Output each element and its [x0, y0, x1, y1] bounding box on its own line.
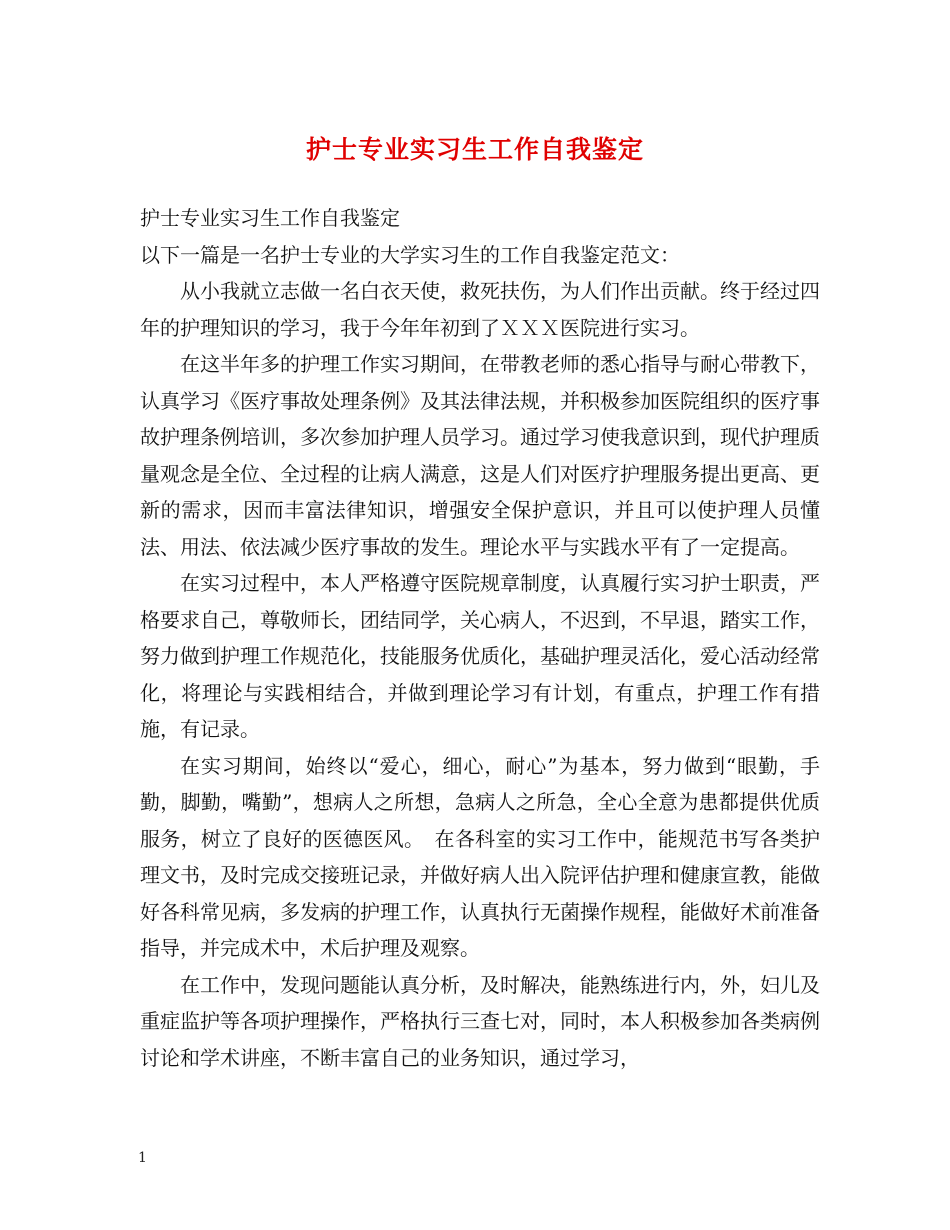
paragraph-4: 在实习期间，始终以“爱心，细心，耐心”为基本，努力做到“眼勤，手勤，脚勤，嘴勤”，想病人之所想，急病人之所急，全心全意为患都提供优质服务，树立了良好的医德医风。 在各科室的实习工作中，能规范书写各类护理文书，及时完成交接班记录，并做好病人出入院评估护理和健康宣教，能做好各科常见病，多发病的护理工作，认真执行无菌操作规程，能做好术前准备指导，并完成术中，术后护理及观察。 [140, 753, 820, 960]
document-title: 护士专业实习生工作自我鉴定 [305, 135, 644, 164]
document-body [140, 200, 820, 1076]
heading-line: 护士专业实习生工作自我鉴定 [140, 206, 400, 230]
paragraph-1: 从小我就立志做一名白衣天使，救死扶伤，为人们作出贡献。终于经过四年的护理知识的学习，我于今年年初到了ＸＸＸ医院进行实习。 [140, 279, 820, 340]
paragraph-3: 在实习过程中，本人严格遵守医院规章制度，认真履行实习护士职责，严格要求自己，尊敬师长，团结同学，关心病人，不迟到，不早退，踏实工作，努力做到护理工作规范化，技能服务优质化，基础护理灵活化，爱心活动经常化，将理论与实践相结合，并做到理论学习有计划，有重点，护理工作有措施，有记录。 [140, 571, 820, 741]
intro-line: 以下一篇是一名护士专业的大学实习生的工作自我鉴定范文： [140, 242, 680, 267]
page-number: 1 [138, 1150, 147, 1166]
paragraph-5: 在工作中，发现问题能认真分析，及时解决，能熟练进行内，外，妇儿及重症监护等各项护理操作，严格执行三查七对，同时，本人积极参加各类病例讨论和学术讲座，不断丰富自己的业务知识，通过学习， [140, 972, 820, 1070]
paragraph-2: 在这半年多的护理工作实习期间，在带教老师的悉心指导与耐心带教下，认真学习《医疗事故处理条例》及其法律法规，并积极参加医院组织的医疗事故护理条例培训，多次参加护理人员学习。通过学习使我意识到，现代护理质量观念是全位、全过程的让病人满意，这是人们对医疗护理服务提出更高、更新的需求，因而丰富法律知识，增强安全保护意识，并且可以使护理人员懂法、用法、依法减少医疗事故的发生。理论水平与实践水平有了一定提高。 [140, 352, 820, 559]
